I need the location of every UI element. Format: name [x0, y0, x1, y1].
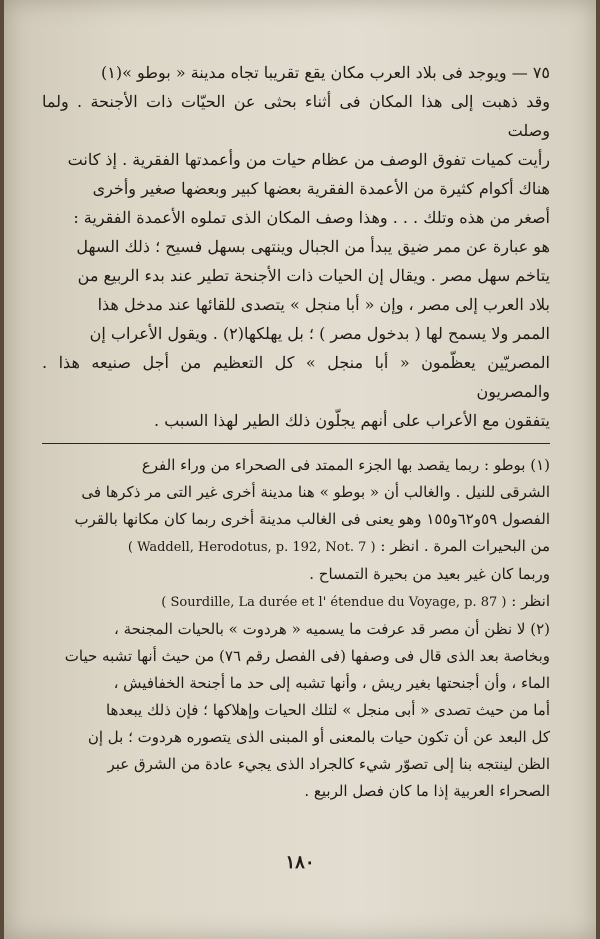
- main-line: أصغر من هذه وتلك . . . وهذا وصف المكان الذى تملوه الأعمدة الفقرية :: [73, 208, 550, 227]
- page-number: ١٨٠: [285, 852, 315, 873]
- main-line: يتفقون مع الأعراب على أنهم يجلّون ذلك الطير لهذا السبب .: [154, 411, 550, 430]
- footnote-2-line: أما من حيث تصدى « أبى منجل » لتلك الحيات وإهلاكها ؛ فإن ذلك يبعدها: [105, 701, 550, 719]
- main-line: المصريّين يعظّمون « أبا منجل » كل التعظيم من أجل صنيعه هذا . والمصريون: [42, 353, 550, 401]
- footnote-2-line: (٢) لا نظن أن مصر قد عرفت ما يسميه « هردوت » بالحيات المجنحة ،: [113, 620, 550, 638]
- footnote-1-line: الفصول ٥٩و٦٢و١٥٥ وهو يعنى فى الغالب مدينة أخرى ربما كان مكانها بالقرب: [74, 510, 550, 528]
- footnote-2-line: الصحراء العربية إذا ما كان فصل الربيع .: [304, 782, 550, 800]
- footnote-2-line: كل البعد عن أن تكون حيات بالمعنى أو المبنى الذى يتصوره هردوت ؛ بل إن: [87, 728, 550, 746]
- footnote-1-see: انظر :: [511, 592, 550, 610]
- footnote-1-line: وربما كان غير بعيد من بحيرة التمساح .: [309, 565, 550, 583]
- footnote-divider: [42, 443, 550, 444]
- footnote-1-text: من البحيرات المرة . انظر :: [380, 537, 550, 555]
- main-line: الممر ولا يسمح لها ( بدخول مصر ) ؛ بل يهلكها(٢) . ويقول الأعراب إن: [89, 324, 550, 343]
- main-line: بلاد العرب إلى مصر ، وإن « أبا منجل » يتصدى للقائها عند مدخل هذا: [97, 295, 550, 314]
- main-line: ٧٥ — ويوجد فى بلاد العرب مكان يقع تقريبا تجاه مدينة « بوطو »(١): [101, 63, 550, 82]
- footnote-1-line: الشرقى للنيل . والغالب أن « بوطو » هنا مدينة أخرى غير التى مر ذكرها فى: [81, 483, 550, 501]
- main-line: رأيت كميات تفوق الوصف من عظام حيات من وأعمدتها الفقرية . إذ كانت: [67, 150, 550, 169]
- page-content: [42, 58, 550, 805]
- footnote-1-reference: ( Waddell, Herodotus, p. 192, Not. 7 ): [127, 540, 376, 555]
- main-line: هو عبارة عن ممر ضيق يبدأ من الجبال وينتهى بسهل فسيح ؛ ذلك السهل: [76, 237, 550, 256]
- main-line: وقد ذهبت إلى هذا المكان فى أثناء بحثى عن الحيّات ذات الأجنحة . ولما وصلت: [42, 92, 551, 140]
- book-page: [4, 0, 596, 939]
- main-line: يتاخم سهل مصر . ويقال إن الحيات ذات الأجنحة تطير عند بدء الربيع من: [77, 266, 550, 285]
- footnotes: [42, 452, 550, 805]
- footnote-2-line: الماء ، وأن أجنحتها بغير ريش ، وأنها تشبه إلى حد ما أجنحة الخفافيش ،: [113, 674, 550, 692]
- footnote-1-line: (١) بوطو : ربما يقصد بها الجزء الممتد فى الصحراء من وراء الفرع: [141, 456, 550, 474]
- footnote-1-reference-2: ( Sourdille, La durée et l' étendue du Voyage, p. 87 ): [161, 595, 507, 610]
- footnote-1-line: [42, 533, 550, 561]
- footnote-2-line: الظن لينتجه بنا إلى تصوّر شيء كالجراد الذى يجيء عادة من الشرق عبر: [107, 755, 550, 773]
- main-text: [42, 58, 550, 435]
- footnote-2-line: وبخاصة بعد الذى قال فى وصفها (فى الفصل رقم ٧٦) من حيث أنها تشبه حيات: [64, 647, 550, 665]
- main-line: هناك أكوام كثيرة من الأعمدة الفقرية بعضها كبير وبعضها صغير وأخرى: [92, 179, 550, 198]
- footnote-1-line: [42, 588, 550, 616]
